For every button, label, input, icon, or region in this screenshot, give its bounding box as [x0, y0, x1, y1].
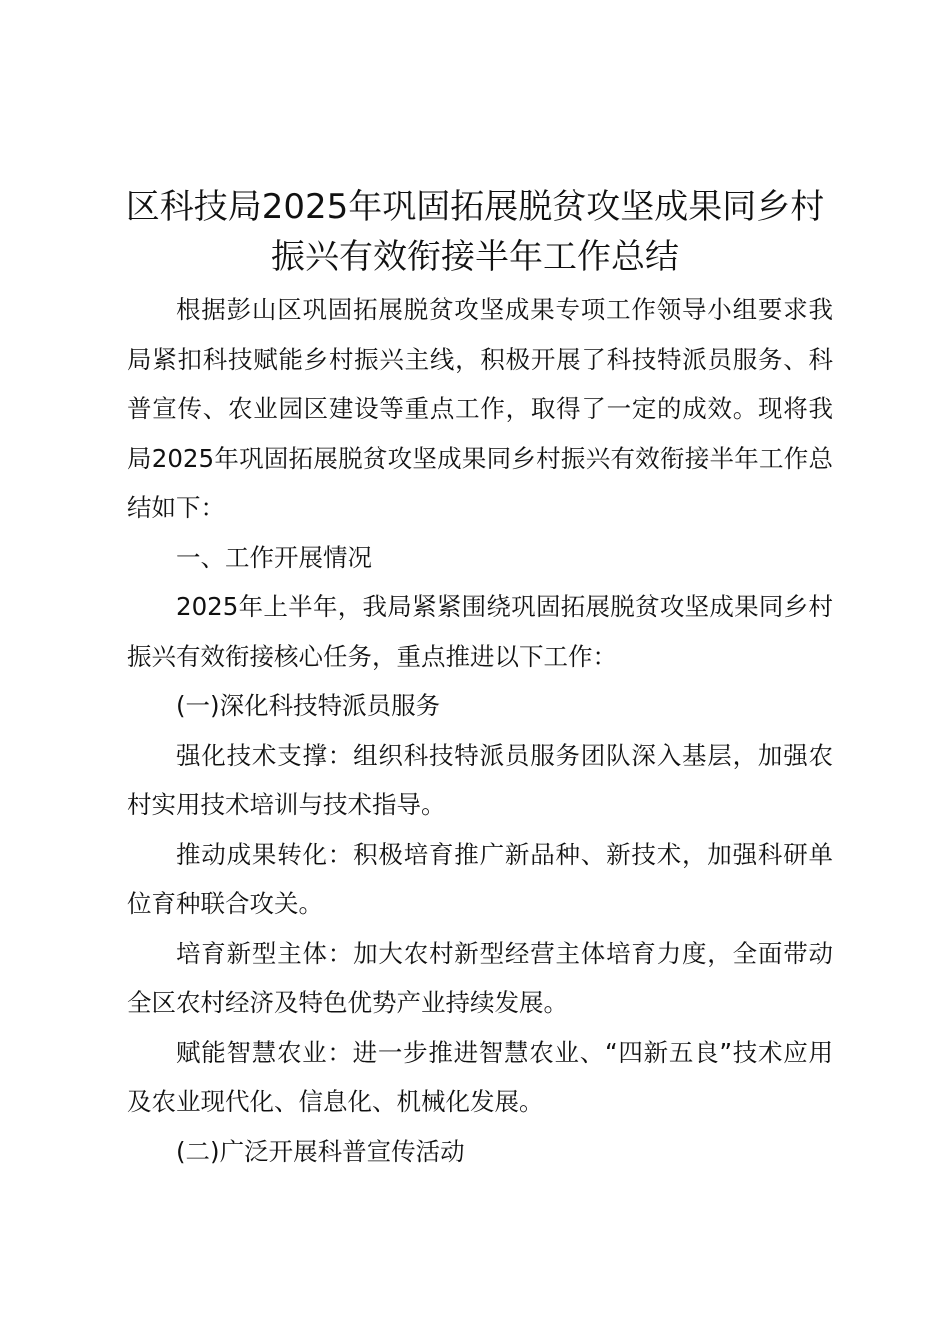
section-heading-work-status: 一、工作开展情况 — [176, 542, 372, 572]
paragraph-tech-support: 强化技术支撑：组织科技特派员服务团队深入基层，加强农村实用技术培训与技术指导。 — [127, 740, 833, 819]
subsection-heading-2: (二)广泛开展科普宣传活动 — [176, 1136, 465, 1166]
intro-paragraph: 根据彭山区巩固拓展脱贫攻坚成果专项工作领导小组要求我局紧扣科技赋能乡村振兴主线，积极开展了科技特派员服务、科普宣传、农业园区建设等重点工作，取得了一定的成效。现将我局2025年巩固拓展脱贫攻坚成果同乡村振兴有效衔接半年工作总结如下： — [127, 295, 833, 522]
paragraph-achievement-transfer: 推动成果转化：积极培育推广新品种、新技术，加强科研单位育种联合攻关。 — [127, 839, 833, 918]
document-title: 区科技局2025年巩固拓展脱贫攻坚成果同乡村振兴有效衔接半年工作总结 — [125, 187, 825, 277]
document-body — [127, 285, 833, 1176]
subsection-heading-1: (一)深化科技特派员服务 — [176, 691, 441, 720]
overview-paragraph: 2025年上半年，我局紧紧围绕巩固拓展脱贫攻坚成果同乡村振兴有效衔接核心任务，重点推进以下工作： — [127, 592, 833, 671]
paragraph-smart-agriculture: 赋能智慧农业：进一步推进智慧农业、“四新五良”技术应用及农业现代化、信息化、机械化发展。 — [127, 1037, 833, 1116]
paragraph-new-entities: 培育新型主体：加大农村新型经营主体培育力度，全面带动全区农村经济及特色优势产业持续发展。 — [127, 938, 833, 1017]
